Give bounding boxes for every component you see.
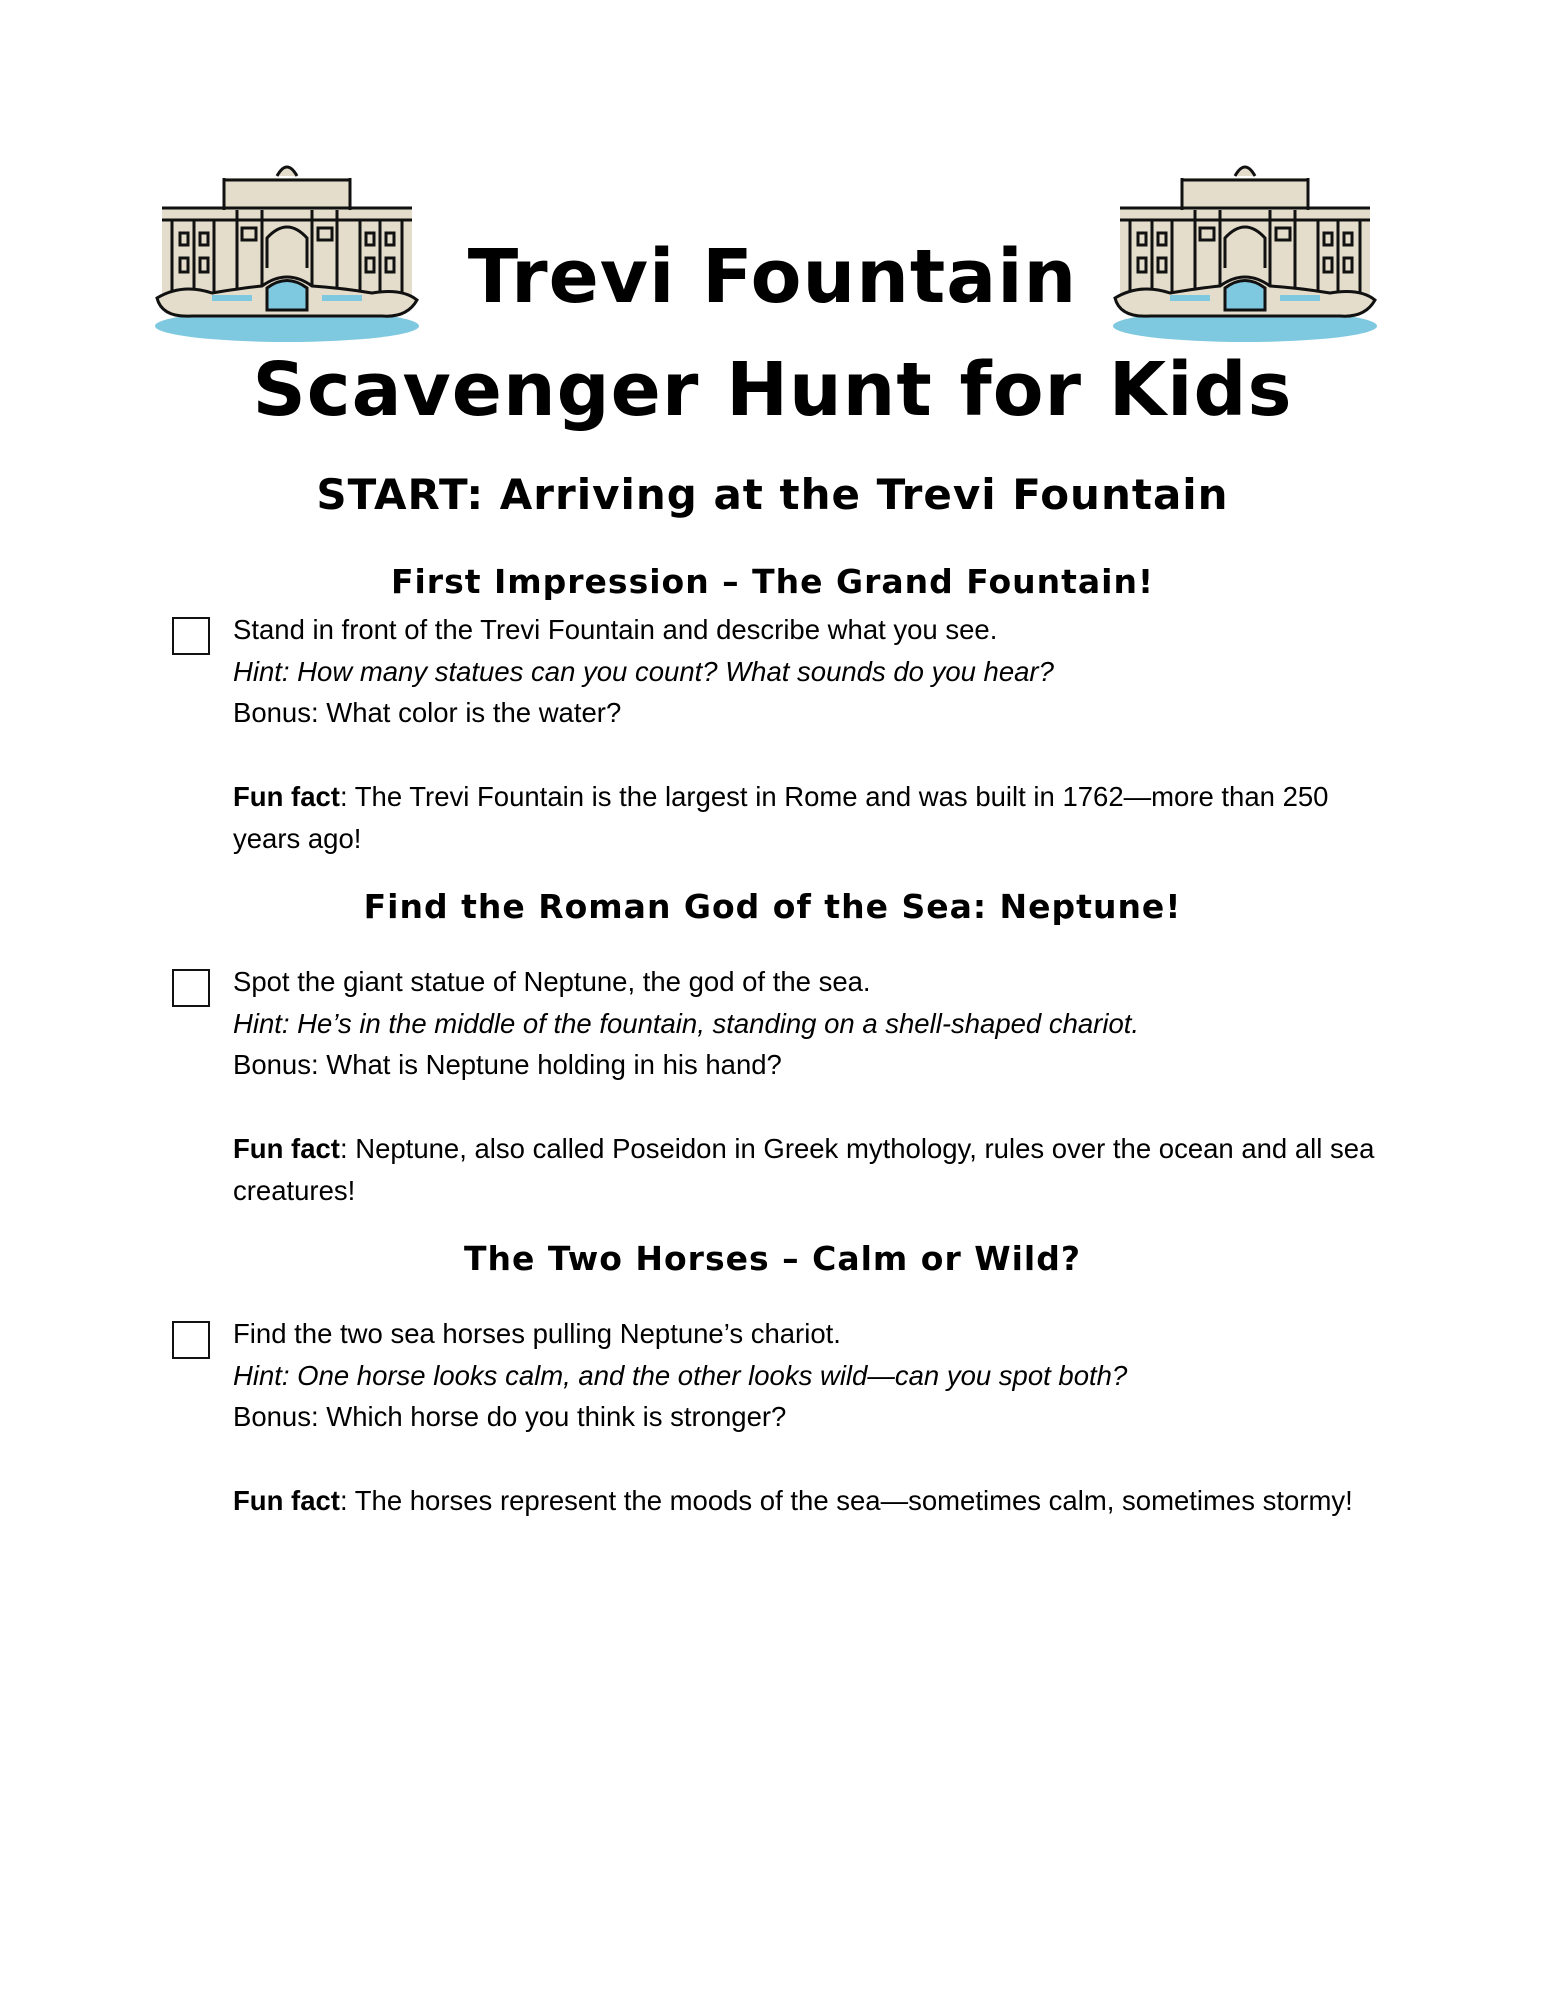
task-checkbox[interactable] xyxy=(172,969,210,1007)
fun-fact xyxy=(233,1480,1393,1522)
task-text xyxy=(233,609,1393,734)
task-bonus: Bonus: What is Neptune holding in his hand? xyxy=(233,1049,782,1080)
fun-fact-text: : Neptune, also called Poseidon in Greek mythology, rules over the ocean and all sea creatures! xyxy=(233,1133,1375,1206)
section-heading-neptune: Find the Roman God of the Sea: Neptune! xyxy=(363,887,1182,926)
task-instruction: Spot the giant statue of Neptune, the god of the sea. xyxy=(233,966,871,997)
section-heading-two-horses: The Two Horses – Calm or Wild? xyxy=(463,1239,1081,1278)
task-text xyxy=(233,1313,1393,1438)
task-hint: Hint: One horse looks calm, and the other looks wild—can you spot both? xyxy=(233,1359,1128,1391)
task-hint: Hint: He’s in the middle of the fountain, standing on a shell-shaped chariot. xyxy=(233,1007,1140,1039)
page-title-line2: Scavenger Hunt for Kids xyxy=(252,347,1293,433)
task-checkbox[interactable] xyxy=(172,1321,210,1359)
task-checkbox[interactable] xyxy=(172,617,210,655)
fun-fact-label: Fun fact xyxy=(233,1133,340,1164)
task-hint: Hint: How many statues can you count? What sounds do you hear? xyxy=(233,655,1054,687)
task-text xyxy=(233,961,1393,1086)
fun-fact-label: Fun fact xyxy=(233,781,340,812)
fun-fact xyxy=(233,1128,1393,1211)
page-title-line1: Trevi Fountain xyxy=(467,234,1078,320)
task-instruction: Stand in front of the Trevi Fountain and describe what you see. xyxy=(233,614,998,645)
fun-fact-label: Fun fact xyxy=(233,1485,340,1516)
fun-fact-text: : The Trevi Fountain is the largest in Rome and was built in 1762—more than 250 years ago! xyxy=(233,781,1329,854)
section-heading-grand-fountain: First Impression – The Grand Fountain! xyxy=(390,562,1155,601)
fun-fact xyxy=(233,776,1393,859)
task-bonus: Bonus: What color is the water? xyxy=(233,697,622,728)
task-bonus: Bonus: Which horse do you think is stronger? xyxy=(233,1401,787,1432)
start-heading: START: Arriving at the Trevi Fountain xyxy=(316,470,1229,519)
fun-fact-text: : The horses represent the moods of the sea—sometimes calm, sometimes stormy! xyxy=(339,1485,1353,1516)
task-instruction: Find the two sea horses pulling Neptune’s chariot. xyxy=(233,1318,841,1349)
